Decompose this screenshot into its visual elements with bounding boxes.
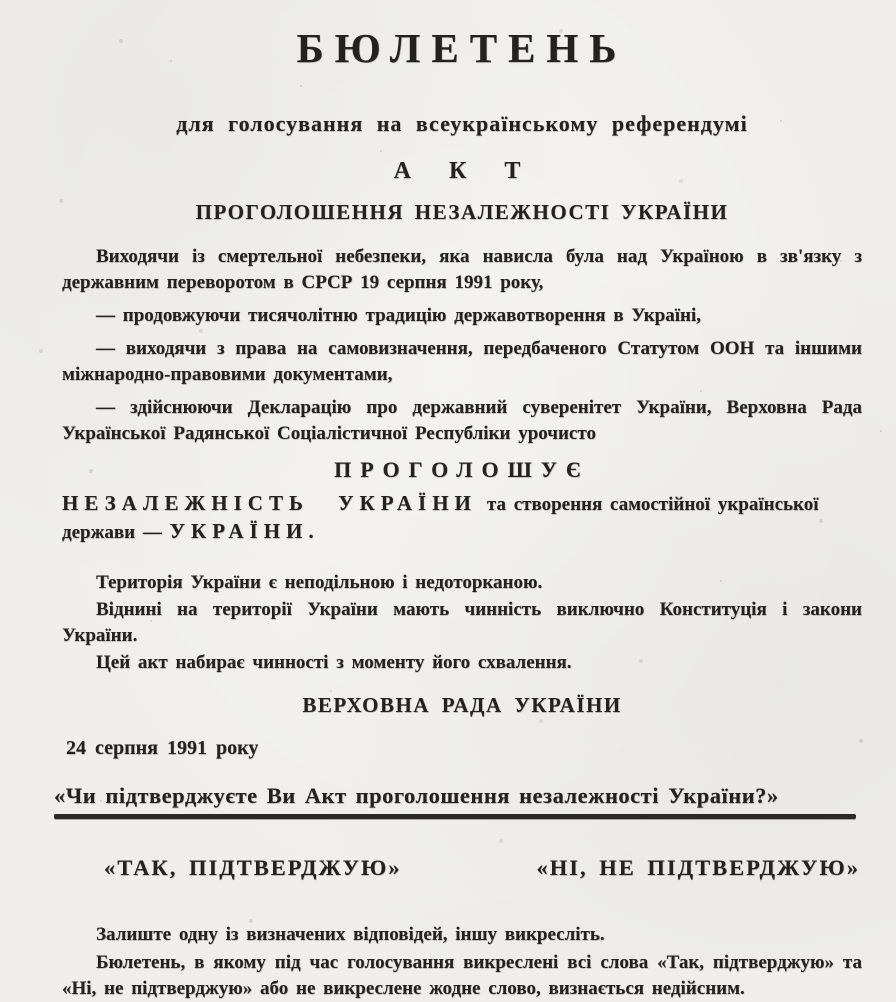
act-clause-1: — продовжуючи тисячолітню традицію державотворення в Україні, xyxy=(96,305,702,326)
instruction-2: Бюлетень, в якому під час голосування викреслені всі слова «Так, підтверджую» та «Ні, не підтверджую» або не викреслене жодне слово, визнається недійсним. xyxy=(62,952,862,999)
document-subtitle: для голосування на всеукраїнському референдумі xyxy=(176,111,748,136)
declaration-state: УКРАЇНИ. xyxy=(169,519,320,543)
act-signature: ВЕРХОВНА РАДА УКРАЇНИ xyxy=(302,693,622,717)
act-proclaims: ПРОГОЛОШУЄ xyxy=(334,457,590,482)
act-subheading: ПРОГОЛОШЕННЯ НЕЗАЛЕЖНОСТІ УКРАЇНИ xyxy=(195,200,729,224)
act-heading: А К Т xyxy=(393,158,531,184)
act-clause-2: — виходячи з права на самовизначення, передбаченого Статутом ООН та іншими міжнародно-правовими документами, xyxy=(62,338,862,385)
declaration-middle: та створення самостійної української держави — xyxy=(62,494,819,543)
act-article-1: Територія України є неподільною і недоторканою. xyxy=(96,572,543,593)
option-no: «НІ, НЕ ПІДТВЕРДЖУЮ» xyxy=(536,855,860,880)
scan-noise xyxy=(0,0,2,2)
act-declaration xyxy=(62,490,862,546)
instruction-1: Залиште одну із визначених відповідей, іншу викресліть. xyxy=(96,924,605,945)
act-preamble: Виходячи із смертельної небезпеки, яка нависла була над Україною в зв'язку з державним переворотом в СРСР 19 серпня 1991 року, xyxy=(62,246,862,293)
referendum-question: «Чи підтверджуєте Ви Акт проголошення незалежності України?» xyxy=(54,783,779,808)
referendum-question-block xyxy=(54,783,856,819)
act-date: 24 серпня 1991 року xyxy=(66,737,259,759)
answer-options xyxy=(62,855,862,881)
act-clause-3: — здійснюючи Декларацію про державний суверенітет України, Верховна Рада Української Радянської Соціалістичної Республіки урочисто xyxy=(62,397,862,444)
act-article-2: Віднині на території України мають чинність виключно Конституція і закони України. xyxy=(62,599,862,646)
declaration-emphasis: НЕЗАЛЕЖНІСТЬ УКРАЇНИ xyxy=(62,491,477,515)
act-article-3: Цей акт набирає чинності з моменту його схвалення. xyxy=(96,652,572,673)
document-title: БЮЛЕТЕНЬ xyxy=(296,25,628,71)
question-underline-rule xyxy=(54,814,856,819)
option-yes: «ТАК, ПІДТВЕРДЖУЮ» xyxy=(104,855,402,880)
